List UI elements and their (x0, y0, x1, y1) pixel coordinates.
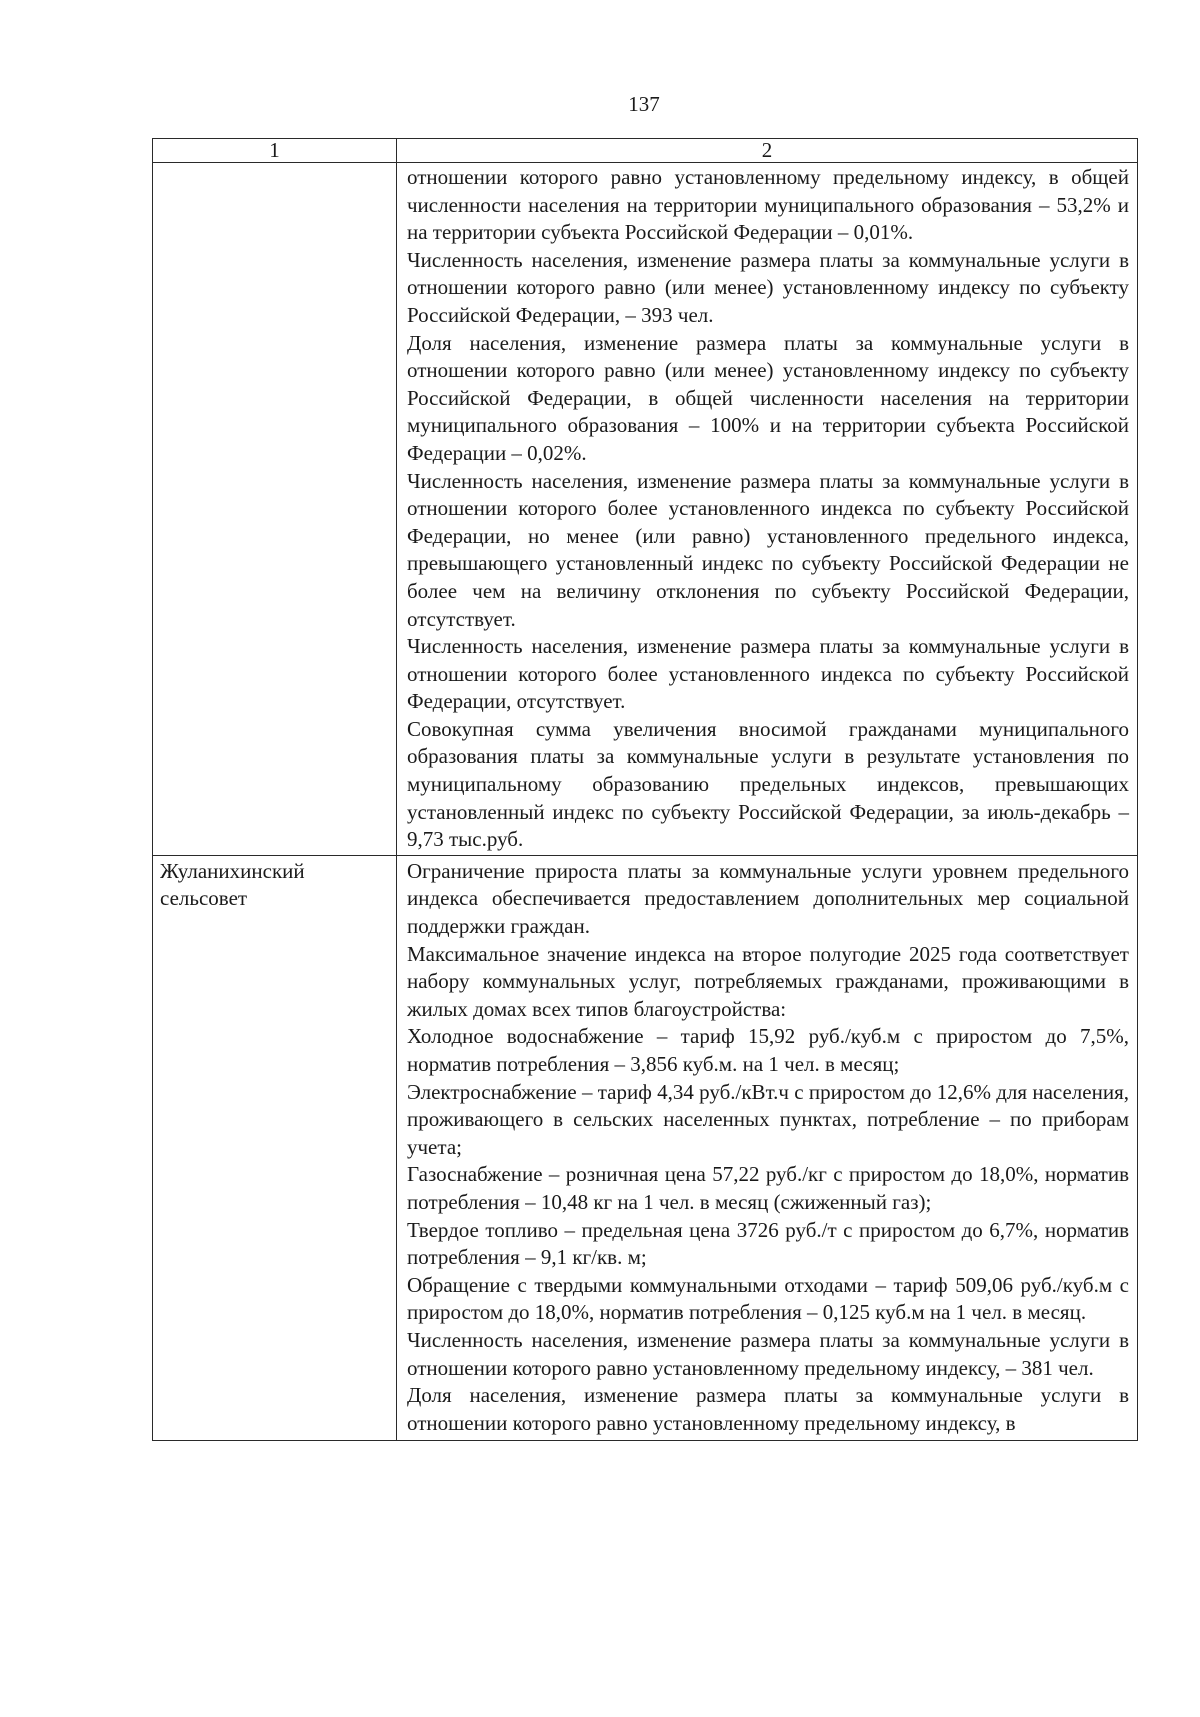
data-table (152, 138, 1138, 1441)
paragraph: Численность населения, изменение размера платы за коммунальные услуги в отношении которого равно (или менее) установленному индексу по субъекту Российской Федерации, – 393 чел. (407, 247, 1129, 327)
table-header-row (153, 139, 1138, 163)
description-cell (397, 163, 1138, 856)
municipality-name: Жуланихинский сельсовет (160, 858, 305, 911)
paragraph: Совокупная сумма увеличения вносимой гражданами муниципального образования платы за коммунальные услуги в результате установления по муниципальному образованию предельных индексов, превышающих установленный индекс по субъекту Российской Федерации, за июль-декабрь – 9,73 тыс.руб. (407, 716, 1129, 852)
paragraph: Ограничение прироста платы за коммунальные услуги уровнем предельного индекса обеспечивается предоставлением дополнительных мер социальной поддержки граждан. (407, 858, 1129, 939)
paragraph: Численность населения, изменение размера платы за коммунальные услуги в отношении которого более установленного индекса по субъекту Российской Федерации, отсутствует. (407, 634, 1129, 714)
paragraph: Численность населения, изменение размера платы за коммунальные услуги в отношении которого более установленного индекса по субъекту Российской Федерации, но менее (или равно) установленного предельного индекса, превышающего установленный индекс по субъекту Российской Федерации не более чем на величину отклонения по субъекту Российской Федерации, отсутствует. (407, 468, 1129, 631)
table-row (153, 163, 1138, 856)
column-header-1: 1 (153, 139, 397, 163)
paragraph: Доля населения, изменение размера платы за коммунальные услуги в отношении которого равно (или менее) установленному индексу по субъекту Российской Федерации, в общей численности населения на территории муниципального образования – 100% и на территории субъекта Российской Федерации – 0,02%. (407, 330, 1129, 465)
description-cell (397, 855, 1138, 1440)
column-header-2: 2 (397, 139, 1138, 163)
paragraph: Обращение с твердыми коммунальными отходами – тариф 509,06 руб./куб.м с приростом до 18,0%, норматив потребления – 0,125 куб.м на 1 чел. в месяц. (407, 1272, 1129, 1325)
paragraph: Электроснабжение – тариф 4,34 руб./кВт.ч с приростом до 12,6% для населения, проживающего в сельских населенных пунктах, потребление – по приборам учета; (407, 1079, 1129, 1159)
table-row (153, 855, 1138, 1440)
paragraph: Доля населения, изменение размера платы за коммунальные услуги в отношении которого равно установленному предельному индексу, в (407, 1383, 1129, 1435)
paragraph: Максимальное значение индекса на второе полугодие 2025 года соответствует набору коммунальных услуг, потребляемых гражданами, проживающими в жилых домах всех типов благоустройства: (407, 941, 1129, 1021)
paragraph: отношении которого равно установленному предельному индексу, в общей численности населения на территории муниципального образования – 53,2% и на территории субъекта Российской Федерации – 0,01%. (407, 165, 1129, 245)
municipality-name-cell (153, 163, 397, 856)
municipality-name-cell (153, 855, 397, 1440)
paragraph: Твердое топливо – предельная цена 3726 руб./т с приростом до 6,7%, норматив потребления – 9,1 кг/кв. м; (407, 1217, 1129, 1270)
page-number: 137 (628, 92, 660, 116)
paragraph: Численность населения, изменение размера платы за коммунальные услуги в отношении которого равно установленному предельному индексу, – 381 чел. (407, 1327, 1129, 1380)
paragraph: Холодное водоснабжение – тариф 15,92 руб./куб.м с приростом до 7,5%, норматив потребления – 3,856 куб.м. на 1 чел. в месяц; (407, 1024, 1129, 1076)
paragraph: Газоснабжение – розничная цена 57,22 руб./кг с приростом до 18,0%, норматив потребления – 10,48 кг на 1 чел. в месяц (сжиженный газ); (407, 1162, 1129, 1214)
